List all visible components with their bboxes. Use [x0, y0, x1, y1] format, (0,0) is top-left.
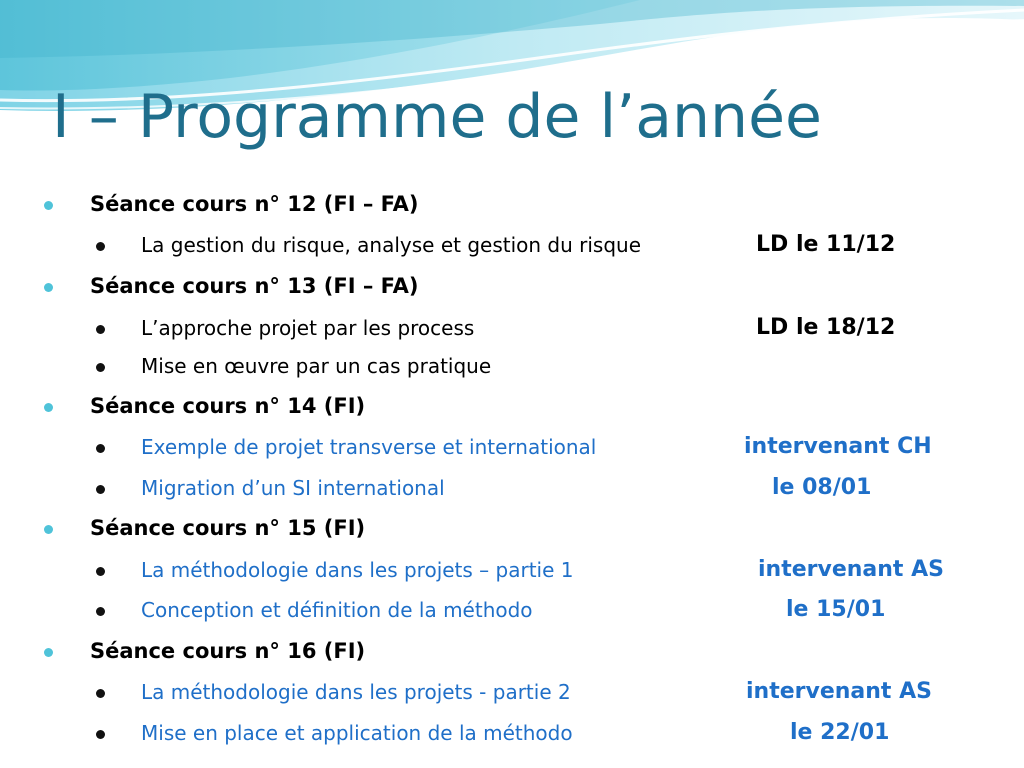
- bullet-dot: [96, 607, 105, 616]
- item-note: LD le 18/12: [756, 315, 896, 340]
- item-text: L’approche projet par les process: [141, 316, 475, 340]
- item-text: La méthodologie dans les projets – partie 1: [141, 558, 574, 582]
- bullet-dot: [44, 403, 53, 412]
- bullet-dot: [96, 444, 105, 453]
- bullet-dot: [96, 363, 105, 372]
- bullet-dot: [96, 567, 105, 576]
- bullet-dot: [44, 201, 53, 210]
- item-note: intervenant AS: [746, 679, 932, 704]
- bullet-dot: [96, 485, 105, 494]
- bullet-dot: [96, 689, 105, 698]
- item-text: Migration d’un SI international: [141, 476, 445, 500]
- bullet-dot: [96, 730, 105, 739]
- session-heading: Séance cours n° 13 (FI – FA): [90, 274, 419, 298]
- slide-title: I – Programme de l’année: [52, 82, 822, 152]
- item-text: Exemple de projet transverse et international: [141, 435, 597, 459]
- item-note: intervenant CH: [744, 434, 932, 459]
- item-text: Conception et définition de la méthodo: [141, 598, 533, 622]
- session-heading: Séance cours n° 15 (FI): [90, 516, 366, 540]
- item-text: Mise en place et application de la méthodo: [141, 721, 573, 745]
- item-text: La gestion du risque, analyse et gestion du risque: [141, 233, 642, 257]
- bullet-dot: [96, 242, 105, 251]
- item-note: le 08/01: [772, 475, 872, 500]
- item-note: le 15/01: [786, 597, 886, 622]
- item-note: LD le 11/12: [756, 232, 896, 257]
- bullet-dot: [44, 648, 53, 657]
- session-heading: Séance cours n° 16 (FI): [90, 639, 366, 663]
- item-note: intervenant AS: [758, 557, 944, 582]
- item-text: La méthodologie dans les projets - partie 2: [141, 680, 571, 704]
- item-note: le 22/01: [790, 720, 890, 745]
- bullet-dot: [96, 325, 105, 334]
- session-heading: Séance cours n° 12 (FI – FA): [90, 192, 419, 216]
- bullet-dot: [44, 283, 53, 292]
- item-text: Mise en œuvre par un cas pratique: [141, 354, 492, 378]
- session-heading: Séance cours n° 14 (FI): [90, 394, 366, 418]
- bullet-dot: [44, 525, 53, 534]
